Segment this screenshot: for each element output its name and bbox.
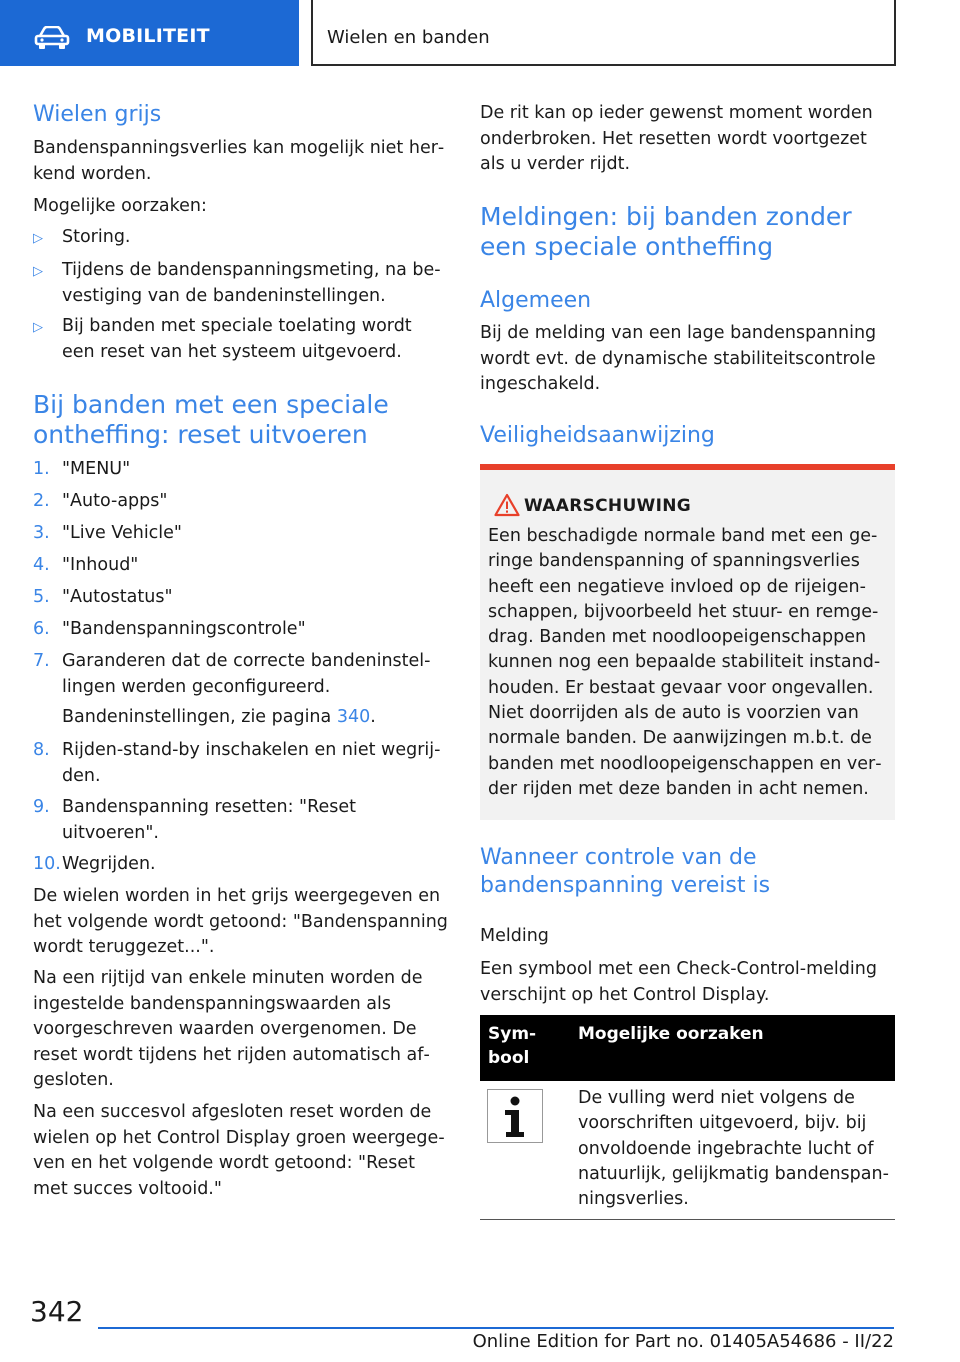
- list-item: Bij banden met speciale toelating wordt een reset van het systeem uitgevoerd.: [62, 316, 412, 362]
- column-header-symbool: Symbool: [488, 1024, 537, 1068]
- paragraph: Mogelijke oorzaken:: [33, 196, 207, 216]
- step-text: "Autostatus": [62, 587, 173, 607]
- step-text: Bandenspanning resetten: "Reset uitvoeren".: [62, 797, 356, 843]
- warning-box: [480, 464, 895, 820]
- paragraph: Na een succesvol afgesloten reset worden de wielen op het Control Display groen weergegeven en het volgende wordt getoond: "Reset met succes voltooid.": [33, 1102, 445, 1199]
- step-subnote: [62, 705, 448, 731]
- column-header-oorzaken: Mogelijke oorzaken: [578, 1024, 764, 1044]
- section-title: Wielen en banden: [327, 27, 490, 48]
- table-bottom-rule: [480, 1219, 895, 1220]
- step-text: "Bandenspanningscontrole": [62, 619, 306, 639]
- step-number: 3.: [33, 523, 50, 543]
- list-item: Storing.: [62, 227, 131, 247]
- step-number: 9.: [33, 797, 50, 817]
- step-text: "Auto-apps": [62, 491, 168, 511]
- paragraph: Bij de melding van een lage bandenspanning wordt evt. de dynamische stabiliteitscontrole ingeschakeld.: [480, 323, 877, 394]
- bullet-icon: ▷: [33, 231, 43, 246]
- step-number: 1.: [33, 459, 50, 479]
- table-cell-cause: De vulling werd niet volgens de voorschriften uitgevoerd, bijv. bij onvoldoende ingebrachte lucht of natuurlijk, gelijkmatig bandenspanningsverlies.: [578, 1088, 889, 1210]
- step-text: "Inhoud": [62, 555, 139, 575]
- table-header: [480, 1015, 895, 1081]
- warning-triangle-icon: [494, 493, 520, 517]
- paragraph: De rit kan op ieder gewenst moment worden onderbroken. Het resetten wordt voortgezet als u verder rijdt.: [480, 103, 873, 174]
- bullet-icon: ▷: [33, 264, 43, 279]
- heading-veiligheid: Veiligheidsaanwijzing: [480, 423, 715, 448]
- bullet-icon: ▷: [33, 320, 43, 335]
- step-number: 7.: [33, 651, 50, 671]
- step-text: "MENU": [62, 459, 131, 479]
- label-melding: Melding: [480, 926, 549, 946]
- step-text: Wegrijden.: [62, 854, 156, 874]
- heading-algemeen: Algemeen: [480, 288, 592, 313]
- warning-title: WAARSCHUWING: [524, 496, 692, 516]
- page-link-340[interactable]: 340: [336, 707, 371, 727]
- step-text: Rijden-stand-by inschakelen en niet wegrijden.: [62, 740, 441, 786]
- chapter-tab: [0, 0, 299, 66]
- list-item: Tijdens de bandenspanningsmeting, na bevestiging van de bandeninstellingen.: [62, 260, 441, 306]
- heading-meldingen: Meldingen: bij banden zonder een speciale ontheffing: [480, 202, 852, 261]
- step-number: 8.: [33, 740, 50, 760]
- step-text: "Live Vehicle": [62, 523, 182, 543]
- info-icon: [487, 1089, 543, 1143]
- subnote-suffix: .: [370, 707, 376, 727]
- footer-edition: Online Edition for Part no. 01405A54686 - II/22: [472, 1331, 894, 1352]
- step-text: Garanderen dat de correcte bandeninstellingen werden geconfigureerd.: [62, 651, 431, 697]
- heading-controle: Wanneer controle van de bandenspanning vereist is: [480, 845, 771, 898]
- heading-wielen-grijs: Wielen grijs: [33, 102, 162, 127]
- section-header: [311, 0, 896, 66]
- footer-rule: [98, 1327, 894, 1329]
- paragraph: Na een rijtijd van enkele minuten worden de ingestelde bandenspanningswaarden als voorgeschreven waarden overgenomen. De reset wordt tijdens het rijden automatisch afgesloten.: [33, 968, 430, 1090]
- chapter-title: MOBILITEIT: [86, 25, 210, 47]
- step-number: 4.: [33, 555, 50, 575]
- paragraph: Een symbool met een Check-Control-melding verschijnt op het Control Display.: [480, 959, 877, 1005]
- step-number: 6.: [33, 619, 50, 639]
- paragraph: Bandenspanningsverlies kan mogelijk niet herkend worden.: [33, 138, 445, 184]
- car-icon: [34, 26, 70, 50]
- paragraph: De wielen worden in het grijs weergegeven en het volgende wordt getoond: "Bandenspanning wordt teruggezet...".: [33, 886, 448, 957]
- step-number: 2.: [33, 491, 50, 511]
- page-number: 342: [30, 1295, 84, 1328]
- step-number: 10.: [33, 854, 61, 874]
- heading-reset: Bij banden met een speciale ontheffing: reset uitvoeren: [33, 390, 389, 449]
- subnote-text: Bandeninstellingen, zie pagina: [62, 707, 337, 727]
- step-number: 5.: [33, 587, 50, 607]
- warning-text: Een beschadigde normale band met een geringe bandenspanning of spanningsverlies heeft een negatieve invloed op de rijeigenschappen, bijvoorbeeld het stuur- en remgedrag. Banden met noodloopeigenschappen kunnen nog een bepaalde stabiliteit instandhouden. Er bestaat gevaar voor ongevallen. Niet doorrijden als de auto is voorzien van normale banden. De aanwijzingen m.b.t. de banden met noodloopeigenschappen en verder rijden met deze banden in acht nemen.: [488, 526, 882, 799]
